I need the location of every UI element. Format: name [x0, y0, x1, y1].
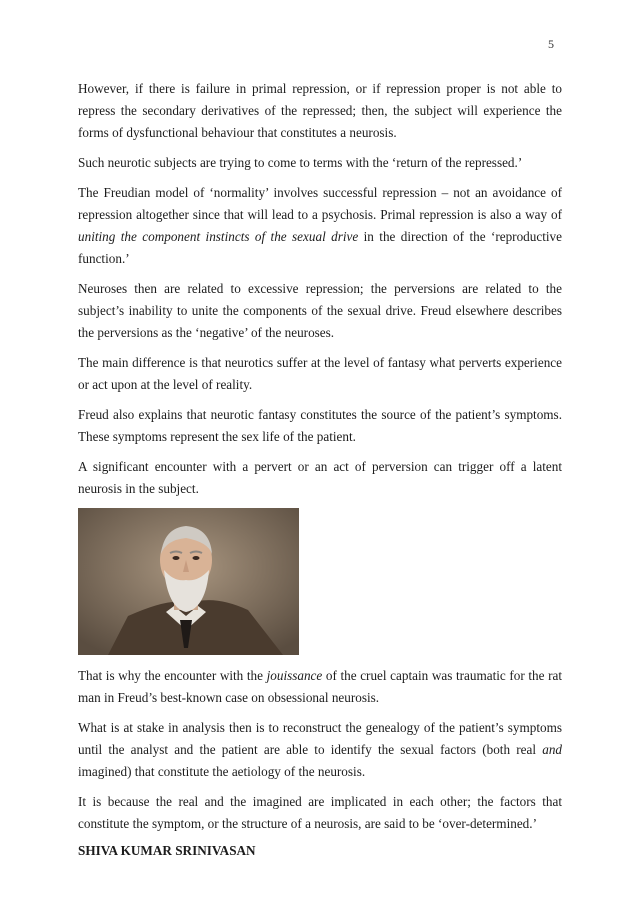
paragraph-3-emphasis: uniting the component instincts of the sexual drive: [78, 229, 359, 244]
paragraph-1: However, if there is failure in primal repression, or if repression proper is not able to repress the secondary derivatives of the repressed; then, the subject will experience the forms of dysfunctional behaviour that constitutes a neurosis.: [78, 81, 562, 140]
paragraph-5: The main difference is that neurotics suffer at the level of fantasy what perverts experience or act upon at the level of reality.: [78, 355, 562, 392]
paragraph-8-text-a: That is why the encounter with the: [78, 668, 267, 683]
paragraph-9-text-c: imagined) that constitute the aetiology of the neurosis.: [78, 764, 366, 779]
paragraph-9-emphasis: and: [542, 742, 562, 757]
paragraph-7: A significant encounter with a pervert or an act of perversion can trigger off a latent neurosis in the subject.: [78, 459, 562, 496]
paragraph-8-text-c: of the cruel captain was traumatic for the rat man in Freud’s best-known case on obsessional neurosis.: [78, 668, 562, 705]
document-body: [78, 78, 562, 859]
paragraph-9-text-a: What is at stake in analysis then is to reconstruct the genealogy of the patient’s symptoms until the analyst and the patient are able to identify the sexual factors (both real: [78, 720, 562, 757]
paragraph-8: [78, 665, 562, 709]
portrait-illustration: [78, 508, 299, 655]
paragraph-6: Freud also explains that neurotic fantasy constitutes the source of the patient’s symptoms. These symptoms represent the sex life of the patient.: [78, 407, 562, 444]
paragraph-4: Neuroses then are related to excessive repression; the perversions are related to the subject’s inability to unite the components of the sexual drive. Freud elsewhere describes the perversions as the ‘negative’ of the neuroses.: [78, 281, 562, 340]
portrait-photo: [78, 508, 299, 655]
paragraph-9: [78, 717, 562, 783]
paragraph-10: It is because the real and the imagined are implicated in each other; the factors that constitute the symptom, or the structure of a neurosis, are said to be ‘over-determined.’: [78, 794, 562, 831]
paragraph-8-emphasis: jouissance: [266, 668, 323, 683]
paragraph-2: Such neurotic subjects are trying to come to terms with the ‘return of the repressed.’: [78, 155, 523, 170]
paragraph-3: [78, 182, 562, 270]
author-name: SHIVA KUMAR SRINIVASAN: [78, 843, 256, 858]
paragraph-3-text-c: in the direction of the ‘reproductive function.’: [78, 229, 562, 266]
page-number: 5: [548, 37, 554, 51]
paragraph-3-text-a: The Freudian model of ‘normality’ involves successful repression – not an avoidance of repression altogether since that will lead to a psychosis. Primal repression is also a way of: [78, 185, 562, 222]
